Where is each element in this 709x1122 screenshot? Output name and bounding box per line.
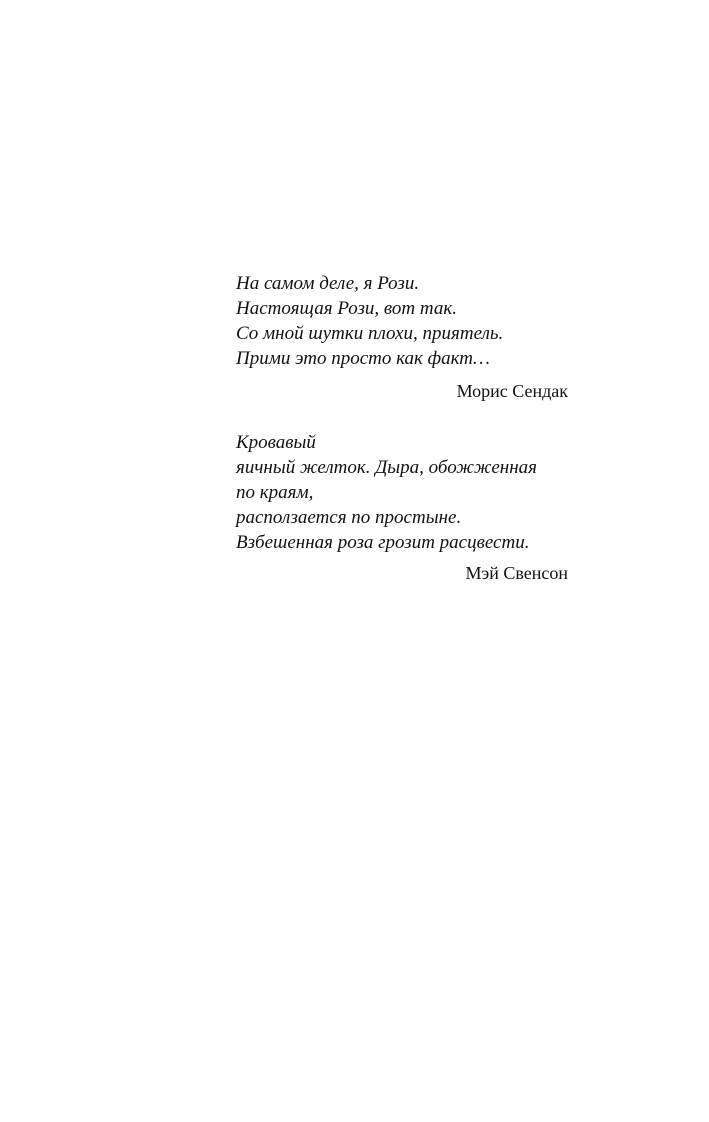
verse-line: яичный желток. Дыра, обожженная <box>236 457 537 478</box>
verse-line: На самом деле, я Рози. <box>236 273 420 294</box>
verse-line: Прими это просто как факт… <box>236 348 490 369</box>
verse-line: расползается по простыне. <box>236 507 462 528</box>
epigraph-sendak <box>236 271 568 403</box>
verse-line: Кровавый <box>236 432 316 453</box>
epigraph-author: Мэй Свенсон <box>465 563 568 583</box>
verse-line: Настоящая Рози, вот так. <box>236 298 457 319</box>
verse-line: Взбешенная роза грозит расцвести. <box>236 532 530 553</box>
epigraph-author: Морис Сендак <box>456 381 568 401</box>
verse-line: по краям, <box>236 482 314 503</box>
verse-line: Со мной шутки плохи, приятель. <box>236 323 504 344</box>
epigraph-swenson <box>236 430 568 585</box>
